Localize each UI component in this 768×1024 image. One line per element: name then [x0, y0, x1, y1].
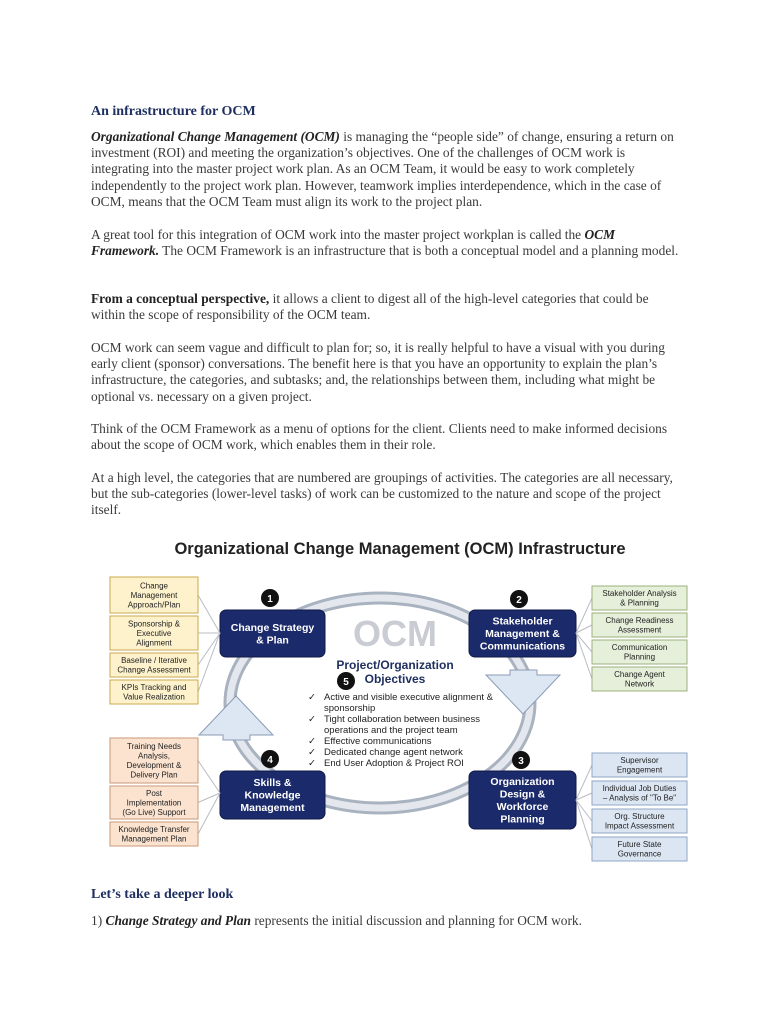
ocm-infrastructure-diagram [105, 533, 695, 863]
right-top-task-label: Communication [611, 643, 668, 653]
right-bottom-task-label: Future State [617, 840, 662, 850]
left-bottom-task-label: Management Plan [121, 834, 187, 844]
right-bottom-task-connector [576, 800, 592, 849]
right-bottom-task-connector [576, 765, 592, 800]
right-bottom-task-label: Org. Structure [614, 812, 665, 822]
objective-item: Tight collaboration between business [324, 714, 480, 725]
quadrant-label: Organization [490, 775, 555, 788]
left-bottom-task-label: Training Needs [127, 742, 181, 752]
paragraph-vague: OCM work can seem vague and difficult to plan for; so, it is really helpful to have a visual with you during early client (sponsor) conversations. The benefit here is that you have an opportunity to explain the plan’s infrastructure, the categories, and subtasks; and, the relationships between them, including what might be optional vs. necessary on a given project. [91, 340, 665, 404]
center-title: Project/Organization [336, 658, 454, 672]
cycle-arrow-down-icon [486, 670, 560, 714]
check-icon: ✓ [308, 714, 316, 725]
paragraph-menu: Think of the OCM Framework as a menu of options for the client. Clients need to make informed decisions about the scope of OCM work, which enables them in their role. [91, 421, 668, 453]
objective-item: End User Adoption & Project ROI [324, 758, 464, 769]
quadrant-label: Knowledge [244, 789, 301, 802]
paragraph-categories: At a high level, the categories that are numbered are groupings of activities. The categories are all necessary, but the sub-categories (lower-level tasks) of work can be customized to the nature and scope of the project itself. [91, 470, 673, 518]
paragraph-conceptual [91, 291, 681, 323]
quadrant-label: Stakeholder [492, 615, 553, 628]
paragraph-text: A great tool for this integration of OCM work into the master project workplan is called the [91, 227, 585, 242]
change-strategy-term: Change Strategy and Plan [105, 913, 251, 928]
right-bottom-task-label: – Analysis of "To Be" [602, 793, 677, 803]
badge-number: 1 [267, 594, 273, 605]
left-bottom-task-connector [198, 793, 220, 834]
objective-item: Effective communications [324, 736, 432, 747]
right-top-task-connector [576, 625, 592, 633]
left-top-task-connector [198, 633, 220, 692]
check-icon: ✓ [308, 747, 316, 758]
right-top-task-label: Stakeholder Analysis [602, 589, 677, 599]
center-title: Objectives [364, 672, 426, 686]
left-bottom-task-label: Knowledge Transfer [118, 825, 190, 835]
diagram-title: Organizational Change Management (OCM) Infrastructure [174, 540, 626, 558]
paragraph-ocm-definition [91, 129, 681, 210]
left-bottom-task-label: Post [145, 788, 163, 798]
section-heading-deeper-look: Let’s take a deeper look [91, 887, 234, 902]
right-bottom-task-label: Engagement [616, 765, 663, 775]
left-bottom-task-label: Development & [126, 761, 182, 771]
badge-number: 3 [518, 756, 524, 767]
right-top-task-connector [576, 598, 592, 633]
paragraph-text: it allows a client to digest all of the high-level categories that could be within the scope of responsibility of the OCM team. [91, 291, 649, 323]
objective-item: sponsorship [324, 703, 376, 714]
left-bottom-task-connector [198, 761, 220, 794]
badge-number: 4 [267, 755, 273, 766]
left-bottom-task-label: (Go Live) Support [122, 807, 186, 817]
quadrant-label: Workforce [496, 800, 549, 813]
left-top-task-label: Change [139, 581, 169, 591]
objective-item: operations and the project team [324, 725, 458, 736]
paragraph-text: The OCM Framework is an infrastructure that is both a conceptual model and a planning model. [159, 243, 679, 259]
paragraph-change-strategy [91, 913, 681, 929]
left-top-task-label: Approach/Plan [127, 600, 181, 610]
left-top-task-label: Value Realization [123, 692, 185, 702]
objective-item: Dedicated change agent network [324, 747, 463, 758]
right-top-task-connector [576, 633, 592, 652]
left-top-task-label: KPIs Tracking and [121, 683, 187, 693]
left-top-task-connector [198, 595, 220, 633]
left-top-task-connector [198, 633, 220, 665]
quadrant-label: Management & [485, 628, 560, 641]
check-icon: ✓ [308, 758, 316, 769]
check-icon: ✓ [308, 736, 316, 747]
ocm-term: Organizational Change Management (OCM) [91, 129, 340, 144]
right-top-task-label: Assessment [617, 625, 662, 635]
quadrant-label: Management [240, 802, 305, 815]
quadrant-label: Communications [479, 640, 566, 653]
right-top-task-label: Planning [623, 652, 656, 662]
left-bottom-task-label: Delivery Plan [130, 770, 178, 780]
objective-item: Active and visible executive alignment & [324, 692, 493, 703]
quadrant-label: Skills & [253, 777, 292, 790]
right-top-task-label: Change Readiness [605, 616, 674, 626]
right-bottom-task-label: Individual Job Duties [602, 784, 677, 794]
right-top-task-label: Network [624, 679, 655, 689]
left-top-task-label: Executive [136, 628, 172, 638]
left-top-task-label: Sponsorship & [127, 619, 181, 629]
right-bottom-task-label: Impact Assessment [604, 821, 675, 831]
right-bottom-task-label: Supervisor [620, 756, 659, 766]
section-heading-infrastructure: An infrastructure for OCM [91, 104, 256, 119]
paragraph-text: is managing the “people side” of change, ensuring a return on investment (ROI) and meeting the organization’s objectives. One of the challenges of OCM work is integrating into the master project work plan. As an OCM Team, it would be easy to work completely independently to the project work plan. However, teamwork implies interdependence, which in the case of OCM, means that the OCM Team must align its work to the project plan. [91, 129, 674, 209]
conceptual-term: From a conceptual perspective, [91, 291, 270, 306]
left-bottom-task-label: Analysis, [137, 751, 171, 761]
list-number: 1) [91, 913, 106, 928]
quadrant-label: Change Strategy [230, 621, 315, 634]
left-top-task-label: Management [130, 590, 178, 600]
right-top-task-connector [576, 633, 592, 679]
left-bottom-task-label: Implementation [126, 798, 182, 808]
framework-term: OCM Framework. [91, 227, 615, 259]
right-top-task-label: & Planning [620, 598, 659, 608]
left-top-task-label: Baseline / Iterative [121, 656, 187, 666]
right-bottom-task-label: Governance [617, 849, 662, 859]
left-top-task-label: Change Assessment [117, 665, 191, 675]
left-bottom-task-connector [198, 793, 220, 803]
cycle-arrow-up-icon [199, 696, 273, 740]
paragraph-text: represents the initial discussion and planning for OCM work. [250, 913, 582, 928]
right-top-task-label: Change Agent [614, 670, 665, 680]
badge-5-number: 5 [343, 677, 349, 688]
quadrant-label: Planning [500, 813, 545, 826]
ocm-watermark: OCM [353, 613, 437, 654]
quadrant-label: Design & [499, 788, 546, 801]
left-top-task-label: Alignment [136, 638, 172, 648]
paragraph-ocm-framework [91, 227, 681, 259]
badge-number: 2 [516, 595, 522, 606]
check-icon: ✓ [308, 692, 316, 703]
quadrant-label: & Plan [256, 634, 289, 647]
right-bottom-task-connector [576, 800, 592, 821]
